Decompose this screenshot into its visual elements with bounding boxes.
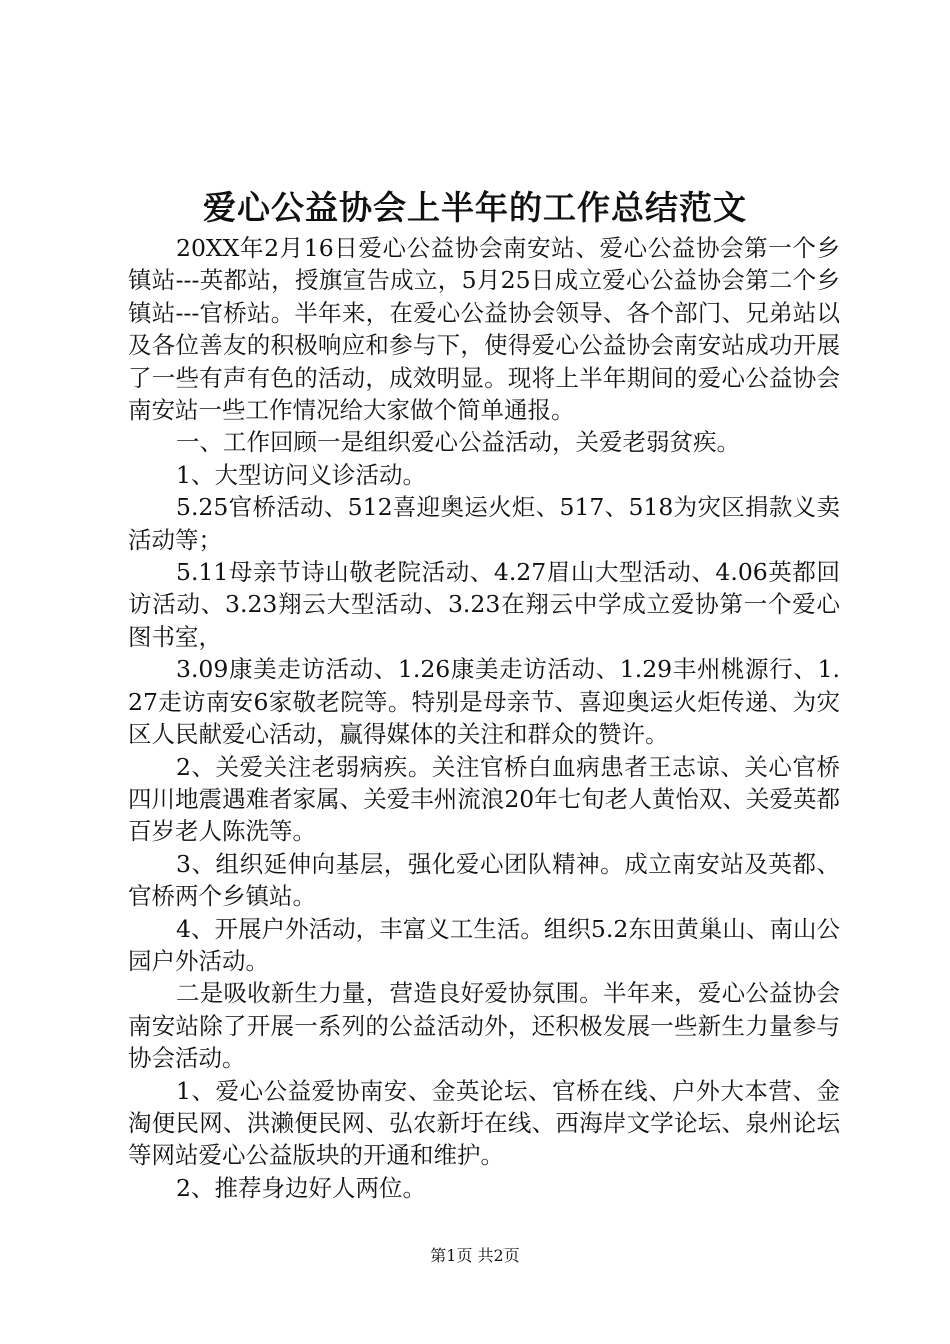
paragraph: 2、关爱关注老弱病疾。关注官桥白血病患者王志谅、关心官桥四川地震遇难者家属、关爱丰州流浪20年七旬老人黄怡双、关爱英都百岁老人陈洗等。 <box>128 752 840 846</box>
paragraph: 3.09康美走访活动、1.26康美走访活动、1.29丰州桃源行、1.27走访南安6家敬老院等。特别是母亲节、喜迎奥运火炬传递、为灾区人民献爱心活动，赢得媒体的关注和群众的赞许。 <box>128 655 840 749</box>
paragraph: 一、工作回顾一是组织爱心公益活动，关爱老弱贫疾。 <box>176 428 740 457</box>
page-number-footer: 第1页 共2页 <box>430 1246 520 1265</box>
paragraph: 二是吸收新生力量，营造良好爱协氛围。半年来，爱心公益协会南安站除了开展一系列的公益活动外，还积极发展一些新生力量参与协会活动。 <box>128 979 840 1073</box>
paragraph: 3、组织延伸向基层，强化爱心团队精神。成立南安站及英都、官桥两个乡镇站。 <box>128 849 840 911</box>
paragraph: 4、开展户外活动，丰富义工生活。组织5.2东田黄巢山、南山公园户外活动。 <box>128 914 840 975</box>
paragraph: 20XX年2月16日爱心公益协会南安站、爱心公益协会第一个乡镇站---英都站，授旗宣告成立，5月25日成立爱心公益协会第二个乡镇站---官桥站。半年来，在爱心公益协会领导、各个部门、兄弟站以及各位善友的积极响应和参与下，使得爱心公益协会南安站成功开展了一些有声有色的活动，成效明显。现将上半年期间的爱心公益协会南安站一些工作情况给大家做个简单通报。 <box>128 234 840 425</box>
paragraph: 1、爱心公益爱协南安、金英论坛、官桥在线、户外大本营、金淘便民网、洪濑便民网、弘农新圩在线、西海岸文学论坛、泉州论坛等网站爱心公益版块的开通和维护。 <box>128 1076 840 1170</box>
paragraph: 5.11母亲节诗山敬老院活动、4.27眉山大型活动、4.06英都回访活动、3.23翔云大型活动、3.23在翔云中学成立爱协第一个爱心图书室， <box>128 558 840 651</box>
document-body <box>128 232 840 1204</box>
paragraph: 2、推荐身边好人两位。 <box>176 1173 426 1202</box>
paragraph: 1、大型访问义诊活动。 <box>176 460 426 489</box>
page-title: 爱心公益协会上半年的工作总结范文 <box>203 188 747 227</box>
paragraph: 5.25官桥活动、512喜迎奥运火炬、517、518为灾区捐款义卖活动等； <box>128 493 840 554</box>
